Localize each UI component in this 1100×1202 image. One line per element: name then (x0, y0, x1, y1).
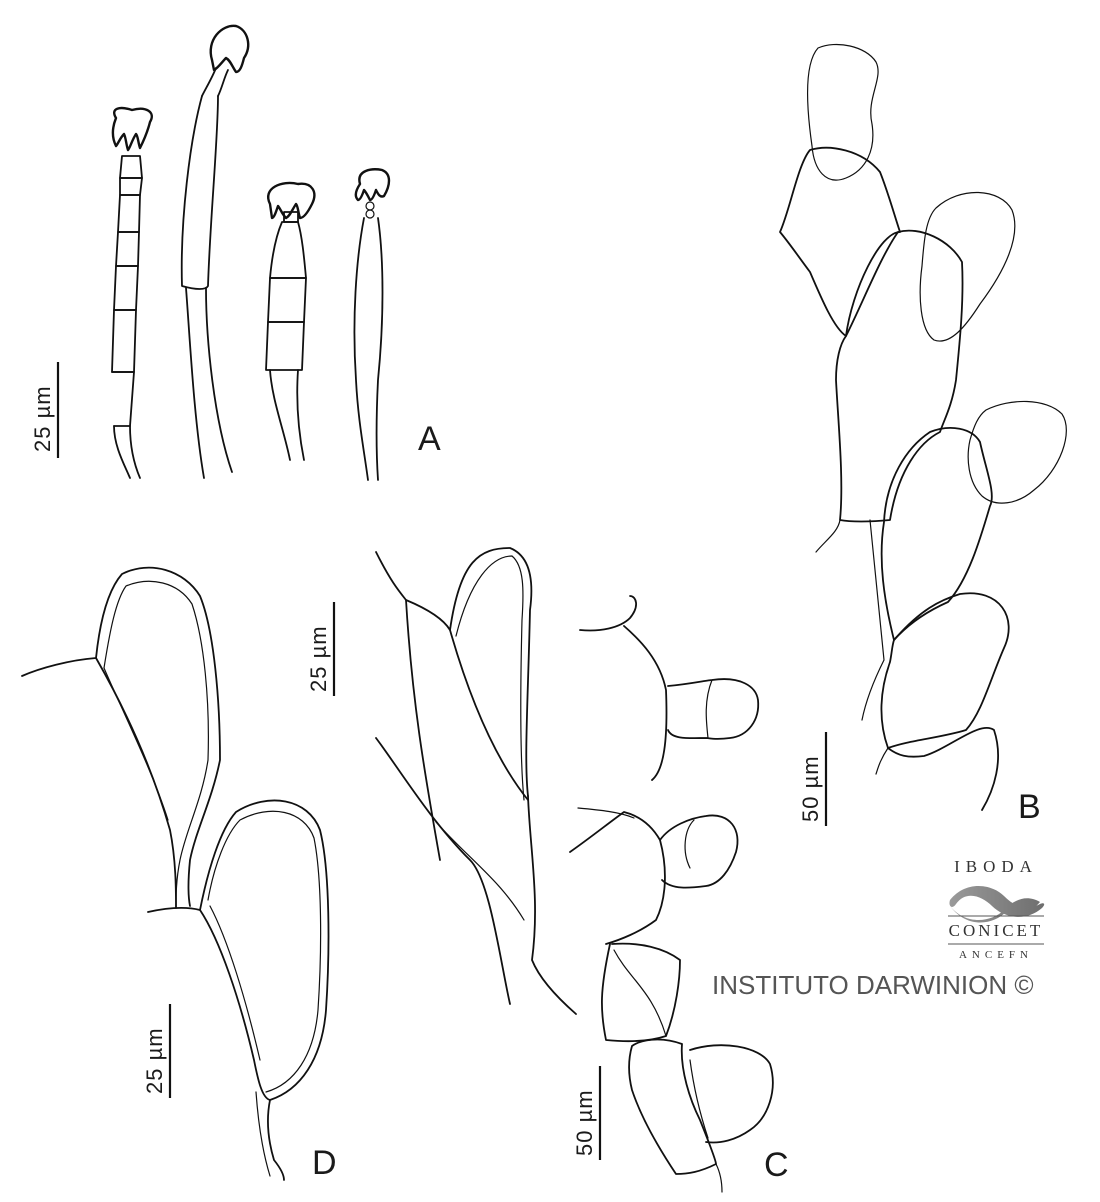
panel-c-drawing (306, 548, 789, 1192)
institution-logo (712, 857, 1044, 1000)
logo-middle-line: CONICET (948, 921, 1044, 940)
trichome-3 (266, 183, 314, 460)
panel-letter-d: D (312, 1144, 337, 1182)
scale-label-c-bottom: 50 µm (572, 1089, 597, 1156)
scale-label-a: 25 µm (30, 385, 55, 452)
panel-a-drawing (30, 26, 441, 480)
trichome-2 (182, 26, 248, 478)
credit-text: INSTITUTO DARWINION © (712, 970, 1034, 1000)
scale-label-c-top: 25 µm (306, 625, 331, 692)
logo-emblem-icon (949, 886, 1044, 923)
logo-bottom-line: ANCEFN (958, 949, 1034, 961)
panel-letter-b: B (1018, 788, 1041, 826)
scale-label-d: 25 µm (142, 1027, 167, 1094)
panel-b-drawing (780, 44, 1066, 826)
logo-top-line: IBODA (954, 857, 1038, 876)
panel-letter-c: C (764, 1146, 789, 1184)
panel-letter-a: A (418, 420, 441, 458)
trichome-1 (112, 108, 152, 478)
panel-d-drawing (22, 568, 337, 1182)
scale-label-b: 50 µm (798, 755, 823, 822)
trichome-4 (354, 169, 389, 480)
